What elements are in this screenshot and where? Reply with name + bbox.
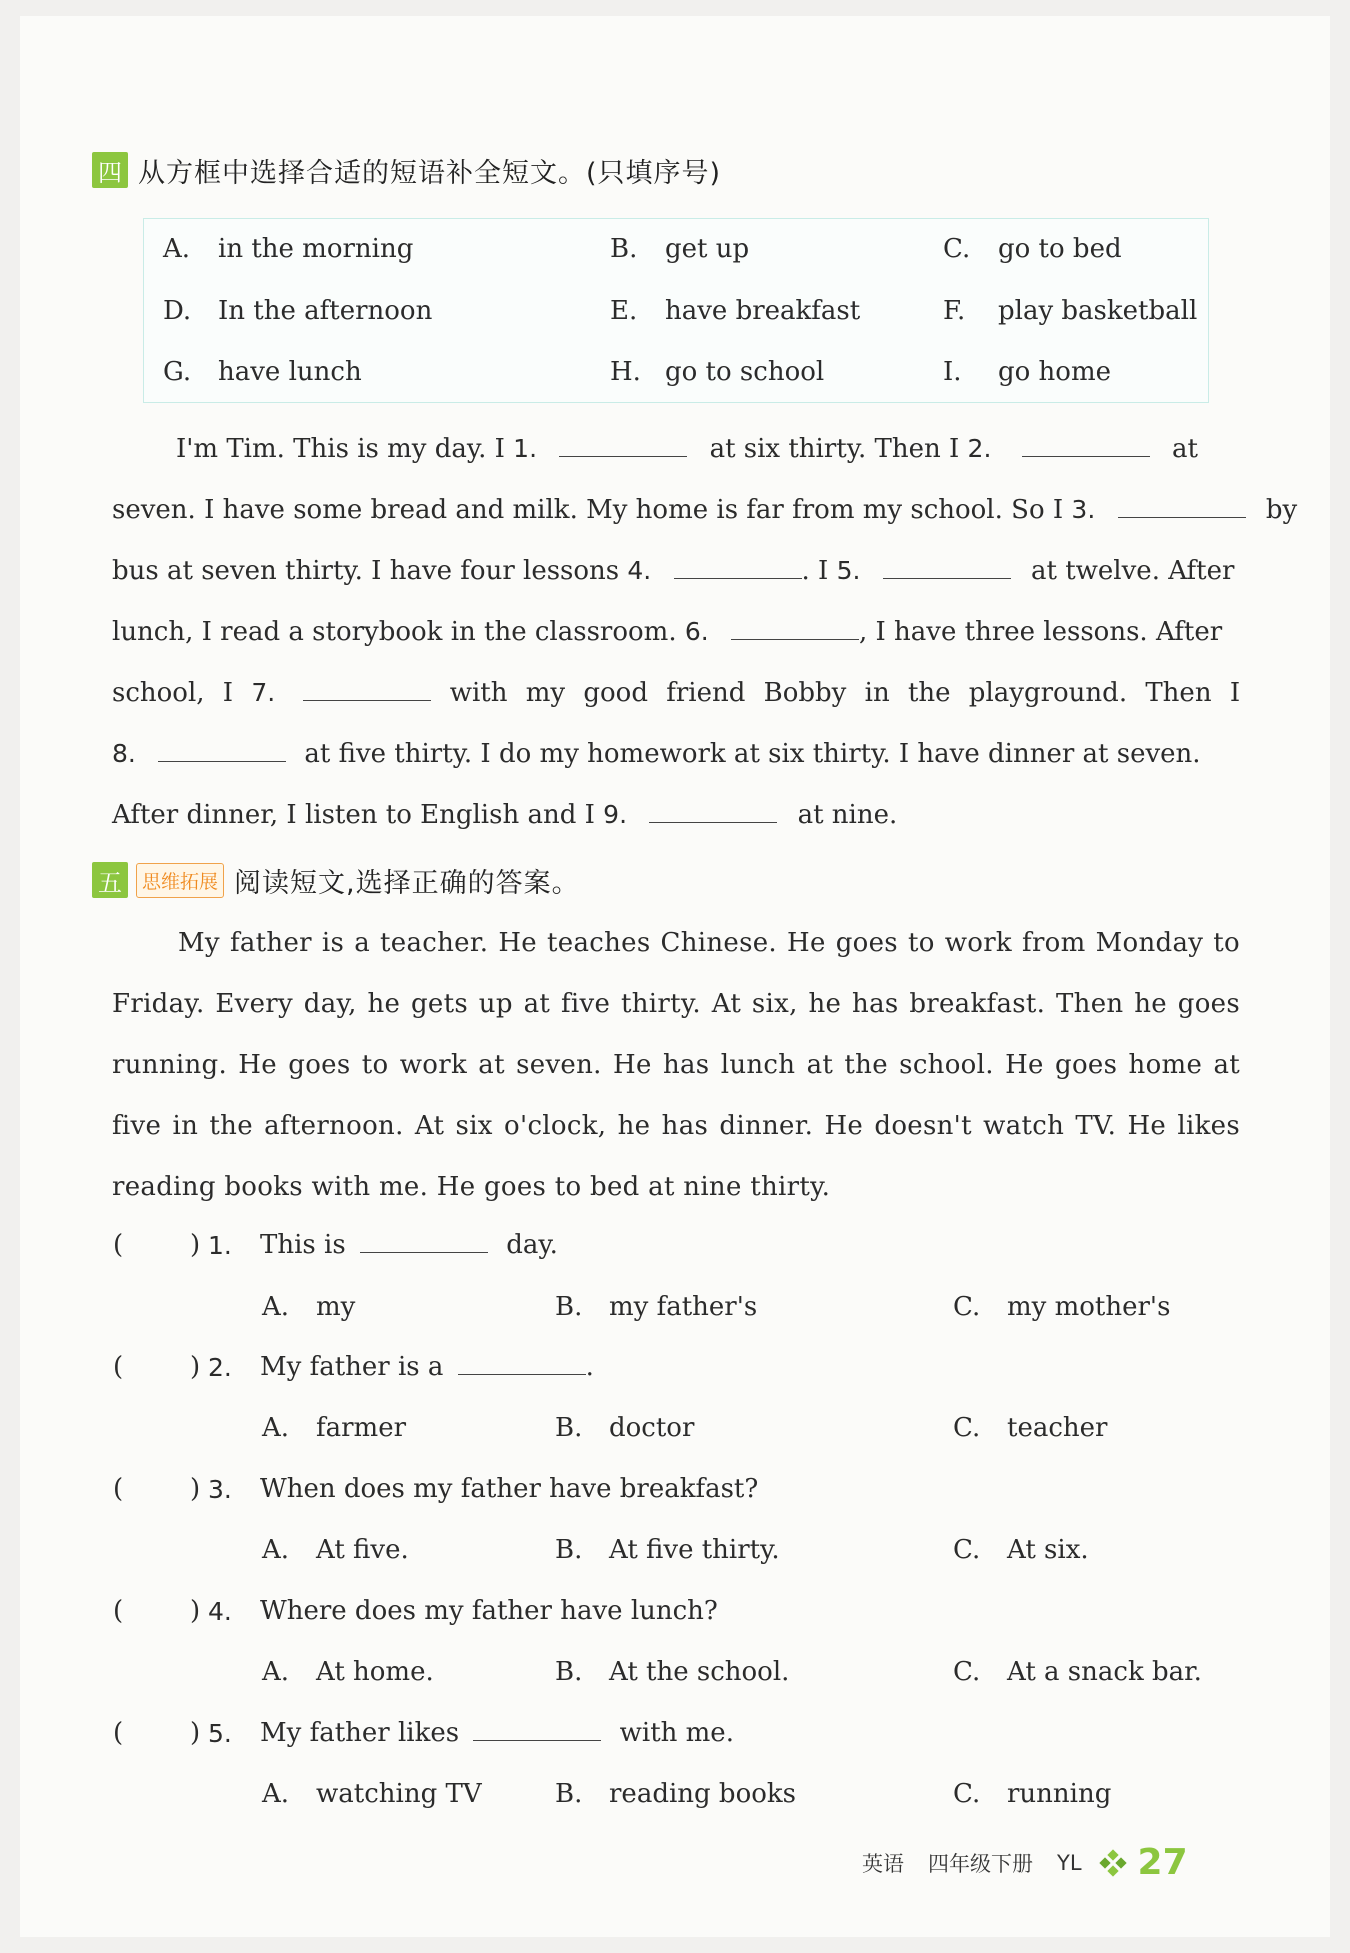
section5-header	[92, 860, 580, 900]
blank-number: 8.	[112, 739, 136, 768]
q3-choice-b[interactable]: B. At five thirty.	[555, 1535, 780, 1565]
question-1-text: This is day.	[260, 1230, 558, 1260]
option-e: E. have breakfast	[610, 296, 861, 326]
answer-blank-2[interactable]	[1022, 434, 1150, 457]
q4-choice-c[interactable]: C. At a snack bar.	[953, 1657, 1202, 1687]
section5-number: 五	[92, 862, 128, 898]
q5-choice-b[interactable]: B. reading books	[555, 1779, 796, 1809]
passage-line-4: lunch, I read a storybook in the classroom. 6. , I have three lessons. After	[112, 617, 1223, 647]
q1-choice-b[interactable]: B. my father's	[555, 1292, 758, 1322]
answer-blank-4[interactable]	[674, 556, 802, 579]
q1-choice-c[interactable]: C. my mother's	[953, 1292, 1171, 1322]
blank-number: 5.	[836, 556, 861, 585]
option-f: F. play basketball	[943, 296, 1198, 326]
passage-line-6: 8. at five thirty. I do my homework at six thirty. I have dinner at seven.	[112, 739, 1201, 769]
section5-title: 阅读短文,选择正确的答案。	[234, 867, 580, 899]
passage-line-3: bus at seven thirty. I have four lessons 4. . I 5. at twelve. After	[112, 556, 1235, 586]
reading-passage: My father is a teacher. He teaches Chinese. He goes to work from Monday to Friday. Every day, he gets up at five thirty. At six, he has breakfast. Then he goes running. He goes to work at seven. He has lunch at the school. He goes home at five in the afternoon. At six o'clock, he has dinner. He doesn't watch TV. He likes reading books with me. He goes to bed at nine thirty.	[112, 928, 1240, 1202]
q4-choice-a[interactable]: A. At home.	[262, 1657, 434, 1687]
question-2-text: My father is a .	[260, 1352, 594, 1382]
passage-line-7: After dinner, I listen to English and I 9. at nine.	[112, 800, 898, 830]
option-g: G. have lunch	[163, 357, 362, 387]
option-a: A. in the morning	[163, 234, 414, 264]
answer-blank-5[interactable]	[883, 556, 1011, 579]
passage-line-5: school, I 7. with my good friend Bobby in the playground. Then I	[112, 678, 1241, 708]
option-i: I. go home	[943, 357, 1112, 387]
passage-line-1: I'm Tim. This is my day. I 1. at six thirty. Then I 2. at	[176, 434, 1198, 464]
q2-choice-c[interactable]: C. teacher	[953, 1413, 1108, 1443]
blank-number: 6.	[684, 617, 709, 646]
answer-blank-8[interactable]	[158, 739, 286, 762]
blank-number: 4.	[627, 556, 652, 585]
q2-choice-b[interactable]: B. doctor	[555, 1413, 695, 1443]
page-footer	[862, 1842, 1188, 1883]
footer-subject: 英语	[862, 1851, 904, 1876]
page-number: 27	[1137, 1842, 1188, 1883]
section4-header	[92, 150, 721, 190]
section4-number: 四	[92, 152, 128, 188]
blank-number: 2.	[967, 434, 992, 463]
blank-number: 1.	[513, 434, 538, 463]
q2-choice-a[interactable]: A. farmer	[262, 1413, 407, 1443]
blank-number: 7.	[251, 678, 276, 707]
q3-choice-c[interactable]: C. At six.	[953, 1535, 1089, 1565]
footer-edition: YL	[1057, 1850, 1082, 1875]
section4-title: 从方框中选择合适的短语补全短文。(只填序号)	[138, 157, 722, 189]
question-3-text: When does my father have breakfast?	[260, 1474, 759, 1504]
answer-blank-q1[interactable]	[360, 1230, 488, 1253]
option-h: H. go to school	[610, 357, 825, 387]
option-b: B. get up	[610, 234, 750, 264]
q1-choice-a[interactable]: A. my	[262, 1292, 356, 1322]
question-4-text: Where does my father have lunch?	[260, 1596, 718, 1626]
answer-blank-q2[interactable]	[458, 1352, 586, 1375]
passage-line-2: seven. I have some bread and milk. My home is far from my school. So I 3. by	[112, 495, 1298, 525]
blank-number: 9.	[603, 800, 628, 829]
question-5-text: My father likes with me.	[260, 1718, 734, 1748]
answer-blank-7[interactable]	[303, 678, 431, 701]
diamond-icon	[1098, 1848, 1128, 1878]
footer-grade: 四年级下册	[928, 1851, 1033, 1876]
answer-blank-9[interactable]	[649, 800, 777, 823]
option-d: D. In the afternoon	[163, 296, 433, 326]
q3-choice-a[interactable]: A. At five.	[262, 1535, 409, 1565]
q5-choice-c[interactable]: C. running	[953, 1779, 1112, 1809]
q5-choice-a[interactable]: A. watching TV	[262, 1779, 482, 1809]
answer-blank-q5[interactable]	[473, 1718, 601, 1741]
answer-blank-1[interactable]	[559, 434, 687, 457]
thinking-tag: 思维拓展	[136, 863, 224, 898]
answer-blank-3[interactable]	[1118, 495, 1246, 518]
option-c: C. go to bed	[943, 234, 1122, 264]
q4-choice-b[interactable]: B. At the school.	[555, 1657, 790, 1687]
blank-number: 3.	[1071, 495, 1096, 524]
answer-blank-6[interactable]	[731, 617, 859, 640]
